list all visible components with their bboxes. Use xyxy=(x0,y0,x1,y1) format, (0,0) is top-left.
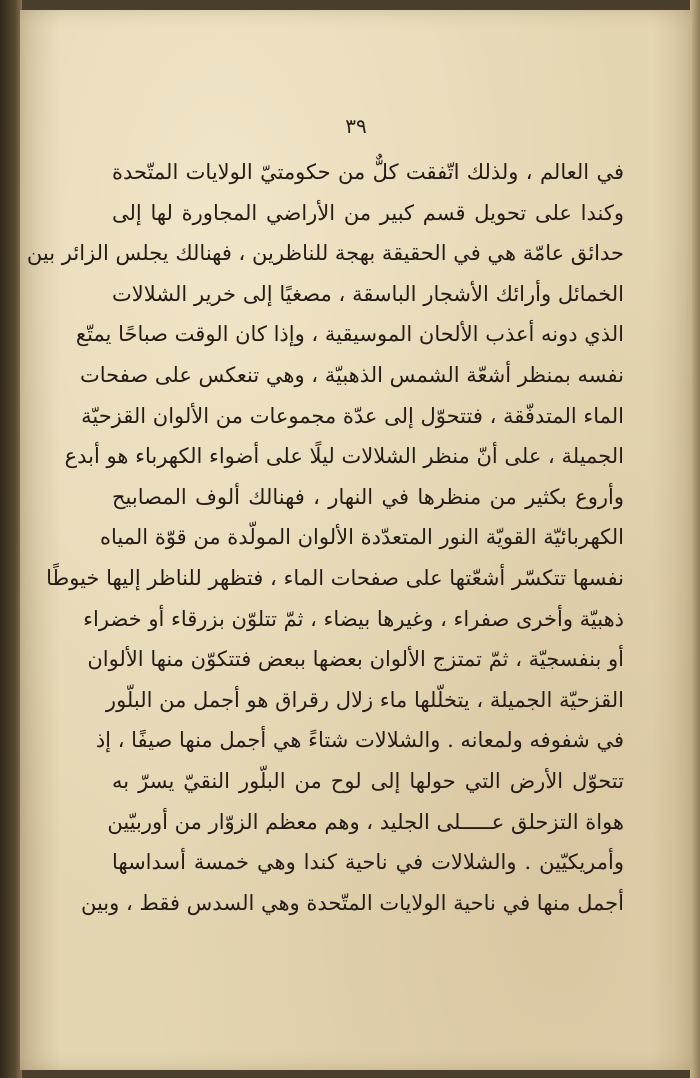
text-line: ذهبيّة وأخرى صفراء ، وغيرها بيضاء ، ثمّ تتلوّن بزرقاء أو خضراء xyxy=(83,606,624,631)
text-line: وأمريكيّين . والشلالات في ناحية كندا وهي خمسة أسداسها xyxy=(112,850,624,875)
body-text xyxy=(26,152,624,923)
text-line: هواة التزحلق عـــــلى الجليد ، وهم معظم الزوّار من أوربيّين xyxy=(107,809,624,834)
book-gutter-shadow xyxy=(0,0,22,1078)
text-line: في العالم ، ولذلك اتّفقت كلٌّ من حكومتيّ الولايات المتّحدة xyxy=(112,160,624,184)
text-line: الجميلة ، على أنّ منظر الشلالات ليلًا على أضواء الكهرباء هو أبدع xyxy=(64,444,624,469)
text-line: الذي دونه أعذب الألحان الموسيقية ، وإذا كان الوقت صباحًا يمتّع xyxy=(75,322,624,347)
text-line: وكندا على تحويل قسم كبير من الأراضي المجاورة لها إلى xyxy=(112,200,624,225)
text-line: أجمل منها في ناحية الولايات المتّحدة وهي السدس فقط ، وبين xyxy=(80,890,624,915)
text-line: في شفوفه ولمعانه . والشلالات شتاءً هي أجمل منها صيفًا ، إذ xyxy=(95,728,624,753)
book-page xyxy=(20,10,692,1070)
text-line: الماء المتدفّقة ، فتتحوّل إلى عدّة مجموعات من الألوان القزحيّة xyxy=(81,403,624,428)
text-line: القزحيّة الجميلة ، يتخلّلها ماء زلال رقراق هو أجمل من البلّور xyxy=(105,687,624,712)
text-line: الخمائل وأرائك الأشجار الباسقة ، مصغيًا إلى خرير الشلالات xyxy=(112,281,624,306)
text-line: تتحوّل الأرض التي حولها إلى لوح من البلّور النقيّ يسرّ به xyxy=(112,768,624,793)
text-line: الكهربائيّة القويّة النور المتعدّدة الألوان المولّدة من قوّة المياه xyxy=(100,525,624,550)
text-line: أو بنفسجيّة ، ثمّ تمتزج الألوان بعضها ببعض فتتكوّن منها الألوان xyxy=(87,647,624,672)
text-line: وأروع بكثير من منظرها في النهار ، فهنالك ألوف المصابيح xyxy=(112,484,624,509)
page-number: ٣٩ xyxy=(345,114,367,138)
text-line: نفسه بمنظر أشعّة الشمس الذهبيّة ، وهي تنعكس على صفحات xyxy=(80,362,624,387)
text-line: حدائق عامّة هي في الحقيقة بهجة للناظرين ، فهنالك يجلس الزائر بين xyxy=(26,241,624,266)
text-line: نفسها تتكسّر أشعّتها على صفحات الماء ، فتظهر للناظر إليها خيوطًا xyxy=(46,565,624,590)
